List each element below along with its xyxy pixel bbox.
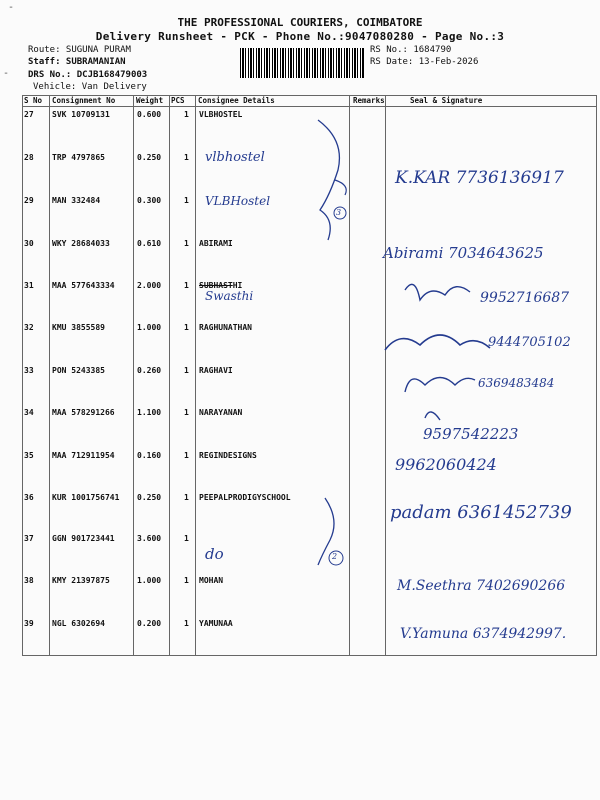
signature-30: Abirami 7034643625 xyxy=(383,244,544,262)
row-consignment: GGN 901723441 xyxy=(52,534,115,543)
row-sno: 29 xyxy=(24,196,34,205)
brace-mark-3: 3 xyxy=(336,208,342,217)
scribble-33 xyxy=(405,378,475,393)
row-weight: 0.260 xyxy=(137,366,162,375)
signature-33: 6369483484 xyxy=(478,376,555,390)
row-pcs: 1 xyxy=(184,239,189,248)
row-sno: 34 xyxy=(24,408,34,417)
handwritten-name-29: VLBHostel xyxy=(205,194,271,208)
row-pcs: 1 xyxy=(184,619,189,628)
row-weight: 3.600 xyxy=(137,534,162,543)
row-weight: 0.610 xyxy=(137,239,162,248)
row-sno: 36 xyxy=(24,493,34,502)
row-pcs: 1 xyxy=(184,323,189,332)
handwritten-name-28: vlbhostel xyxy=(205,150,265,165)
scan-mark: - xyxy=(3,68,10,79)
row-weight: 0.200 xyxy=(137,619,162,628)
row-pcs: 1 xyxy=(184,366,189,375)
row-sno: 38 xyxy=(24,576,34,585)
row-pcs: 1 xyxy=(184,196,189,205)
row-consignment: MAA 712911954 xyxy=(52,451,115,460)
row-consignee: YAMUNAA xyxy=(199,619,233,628)
signature-38: M.Seethra 7402690266 xyxy=(397,578,566,594)
row-sno: 33 xyxy=(24,366,34,375)
rs-number: RS No.: 1684790 xyxy=(370,45,452,55)
row-sno: 39 xyxy=(24,619,34,628)
row-consignment: MAA 577643334 xyxy=(52,281,115,290)
signature-31: 9952716687 xyxy=(480,290,570,306)
row-consignment: PON 5243385 xyxy=(52,366,105,375)
row-weight: 0.160 xyxy=(137,451,162,460)
row-weight: 0.300 xyxy=(137,196,162,205)
row-pcs: 1 xyxy=(184,576,189,585)
row-consignment: MAA 578291266 xyxy=(52,408,115,417)
row-consignee-rest: HI xyxy=(232,281,243,290)
row-consignee: RAGHAVI xyxy=(199,366,233,375)
row-weight: 1.000 xyxy=(137,323,162,332)
row-weight: 0.600 xyxy=(137,110,162,119)
row-consignee: PEEPALPRODIGYSCHOOL xyxy=(199,493,291,502)
row-consignee: ABIRAMI xyxy=(199,239,233,248)
vehicle: Vehicle: Van Delivery xyxy=(33,82,147,92)
company-title: THE PROFESSIONAL COURIERS, COIMBATORE xyxy=(177,16,423,29)
col-pcs: PCS xyxy=(171,96,185,105)
scribble-34 xyxy=(425,412,440,420)
col-sno: S No xyxy=(24,96,43,105)
row-sno: 37 xyxy=(24,534,34,543)
row-consignment: WKY 28684033 xyxy=(52,239,110,248)
row-pcs: 1 xyxy=(184,534,189,543)
row-pcs: 1 xyxy=(184,408,189,417)
row-weight: 2.000 xyxy=(137,281,162,290)
row-pcs: 1 xyxy=(184,281,189,290)
signature-36: padam 6361452739 xyxy=(390,502,572,523)
row-consignee: MOHAN xyxy=(199,576,224,585)
signature-39: V.Yamuna 6374942997. xyxy=(400,626,567,642)
row-sno: 32 xyxy=(24,323,34,332)
scribble-32 xyxy=(385,335,490,350)
signature-34: 9597542223 xyxy=(423,425,519,443)
row-consignment: KUR 1001756741 xyxy=(52,493,120,502)
row-sno: 27 xyxy=(24,110,34,119)
scribble-31 xyxy=(405,284,470,300)
col-weight: Weight xyxy=(136,96,164,105)
row-consignment: KMY 21397875 xyxy=(52,576,110,585)
row-weight: 1.000 xyxy=(137,576,162,585)
brace-mark-2: 2 xyxy=(332,552,338,561)
col-consignment: Consignment No xyxy=(52,96,116,105)
rs-date: RS Date: 13-Feb-2026 xyxy=(370,57,479,67)
row-pcs: 1 xyxy=(184,493,189,502)
col-seal-signature: Seal & Signature xyxy=(410,96,483,105)
row-sno: 35 xyxy=(24,451,34,460)
drs-number: DRS No.: DCJB168479003 xyxy=(28,70,148,80)
row-consignment: SVK 10709131 xyxy=(52,110,110,119)
row-sno: 30 xyxy=(24,239,34,248)
row-weight: 1.100 xyxy=(137,408,162,417)
row-consignee-struck: SUBHAST xyxy=(199,281,233,290)
row-sno: 31 xyxy=(24,281,34,290)
row-pcs: 1 xyxy=(184,153,189,162)
col-remarks: Remarks xyxy=(353,96,385,105)
signature-35: 9962060424 xyxy=(395,455,497,474)
signature-group-1: K.KAR 7736136917 xyxy=(395,168,564,188)
staff: Staff: SUBRAMANIAN xyxy=(28,57,126,67)
row-consignment: MAN 332484 xyxy=(52,196,101,205)
route: Route: SUGUNA PURAM xyxy=(28,45,131,55)
row-weight: 0.250 xyxy=(137,493,162,502)
row-consignee: NARAYANAN xyxy=(199,408,243,417)
handwritten-name-31: Swasthi xyxy=(205,289,254,303)
row-consignee: REGINDESIGNS xyxy=(199,451,257,460)
row-weight: 0.250 xyxy=(137,153,162,162)
row-sno: 28 xyxy=(24,153,34,162)
row-pcs: 1 xyxy=(184,110,189,119)
col-consignee: Consignee Details xyxy=(198,96,275,105)
signature-32: 9444705102 xyxy=(488,335,571,350)
row-consignee: RAGHUNATHAN xyxy=(199,323,252,332)
row-consignment: TRP 4797865 xyxy=(52,153,105,162)
row-pcs: 1 xyxy=(184,451,189,460)
row-consignee: VLBHOSTEL xyxy=(199,110,243,119)
scan-mark: - xyxy=(8,2,15,13)
row-consignment: NGL 6302694 xyxy=(52,619,105,628)
runsheet-subtitle: Delivery Runsheet - PCK - Phone No.:9047080280 - Page No.:3 xyxy=(95,30,505,43)
handwritten-name-37: do xyxy=(205,545,224,563)
row-consignment: KMU 3855589 xyxy=(52,323,105,332)
